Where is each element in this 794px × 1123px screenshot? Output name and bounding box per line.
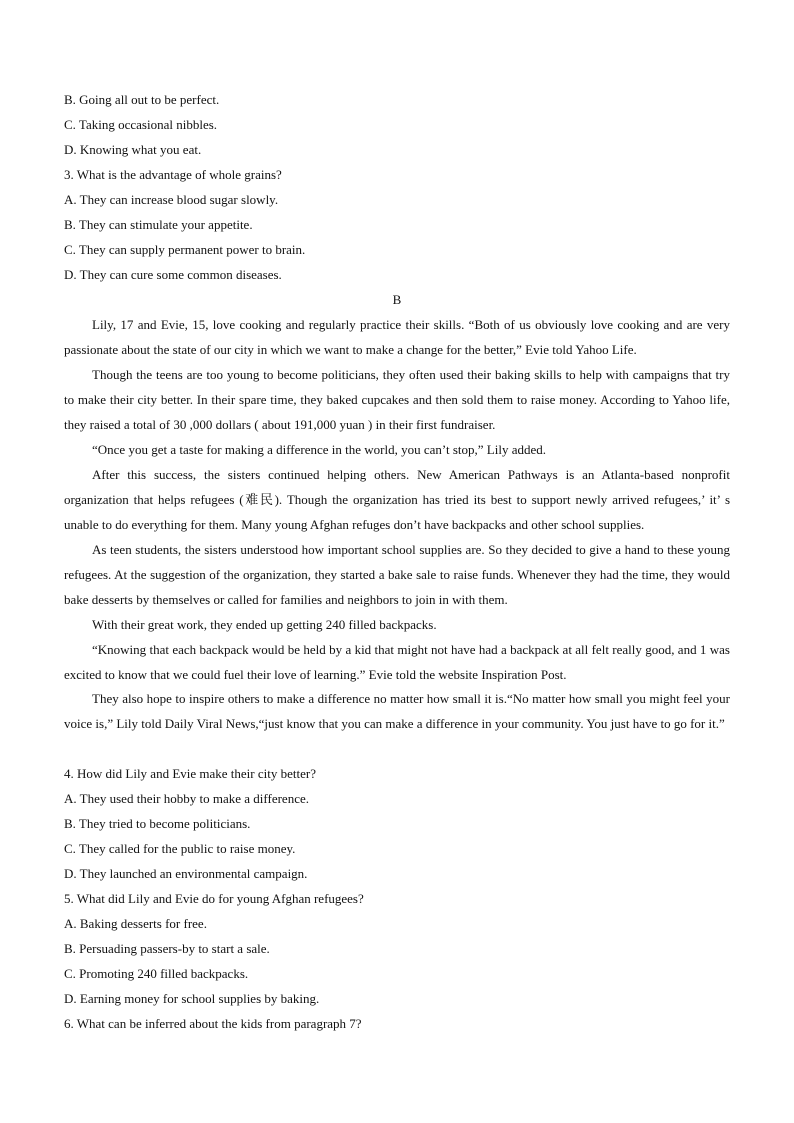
q3-option-d: D. They can cure some common diseases. xyxy=(64,267,282,282)
q2-option-b: B. Going all out to be perfect. xyxy=(64,92,220,107)
q4-option-d: D. They launched an environmental campaign. xyxy=(64,866,308,881)
q3-option-a: A. They can increase blood sugar slowly. xyxy=(64,192,279,207)
q3-question: 3. What is the advantage of whole grains? xyxy=(64,167,282,182)
q2-option-d: D. Knowing what you eat. xyxy=(64,142,202,157)
passage-paragraph-8: They also hope to inspire others to make a difference no matter how small it is.“No matter how small you might feel your voice is,” Lily told Daily Viral News,“just know that you can make a difference in your community. You just have to go for it.” xyxy=(64,691,730,731)
passage-paragraph-3: “Once you get a taste for making a difference in the world, you can’t stop,” Lily added. xyxy=(92,442,547,457)
section-label: B xyxy=(392,292,402,307)
passage-paragraph-2: Though the teens are too young to become politicians, they often used their baking skills to help with campaigns that try to make their city better. In their spare time, they baked cupcakes and then sold them to raise money. According to Yahoo life, they raised a total of 30 ,000 dollars ( about 191,000 yuan ) in their first fundraiser. xyxy=(64,367,730,432)
passage-paragraph-6: With their great work, they ended up getting 240 filled backpacks. xyxy=(92,617,437,632)
passage-paragraph-4: After this success, the sisters continued helping others. New American Pathways is an Atlanta-based nonprofit organization that helps refugees (难民). Though the organization has tried its best to support newly arrived refugees,’ it’ s unable to do everything for them. Many young Afghan refuges don’t have backpacks and other school supplies. xyxy=(64,467,730,532)
q5-option-d: D. Earning money for school supplies by baking. xyxy=(64,991,320,1006)
passage-paragraph-7: “Knowing that each backpack would be held by a kid that might not have had a backpack at all felt really good, and 1 was excited to know that we could fuel their love of learning.” Evie told the website Inspiration Post. xyxy=(64,642,730,682)
q3-option-c: C. They can supply permanent power to brain. xyxy=(64,242,306,257)
q4-option-c: C. They called for the public to raise money. xyxy=(64,841,296,856)
q5-option-b: B. Persuading passers-by to start a sale. xyxy=(64,941,270,956)
q4-option-b: B. They tried to become politicians. xyxy=(64,816,251,831)
q5-option-c: C. Promoting 240 filled backpacks. xyxy=(64,966,249,981)
q4-option-a: A. They used their hobby to make a difference. xyxy=(64,791,309,806)
q5-option-a: A. Baking desserts for free. xyxy=(64,916,207,931)
q4-question: 4. How did Lily and Evie make their city better? xyxy=(64,766,316,781)
q6-question: 6. What can be inferred about the kids from paragraph 7? xyxy=(64,1016,362,1031)
q2-option-c: C. Taking occasional nibbles. xyxy=(64,117,218,132)
q3-option-b: B. They can stimulate your appetite. xyxy=(64,217,253,232)
passage-paragraph-5: As teen students, the sisters understood how important school supplies are. So they decided to give a hand to these young refugees. At the suggestion of the organization, they started a bake sale to raise funds. Whenever they had the time, they would bake desserts by themselves or called for families and neighbors to join in with them. xyxy=(64,542,730,607)
q5-question: 5. What did Lily and Evie do for young Afghan refugees? xyxy=(64,891,364,906)
passage-paragraph-1: Lily, 17 and Evie, 15, love cooking and regularly practice their skills. “Both of us obviously love cooking and are very passionate about the state of our city in which we want to make a change for the better,” Evie told Yahoo Life. xyxy=(64,317,730,357)
